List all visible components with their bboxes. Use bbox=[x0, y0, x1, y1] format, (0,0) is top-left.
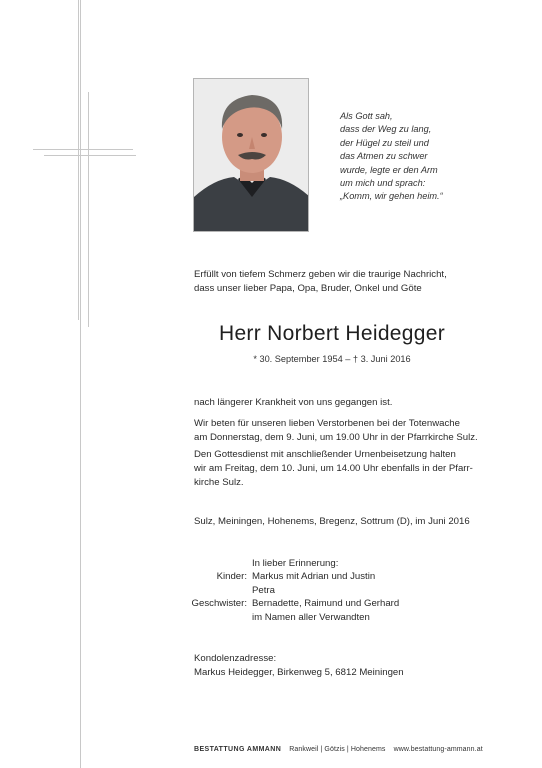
service-line: wir am Freitag, dem 10. Juni, um 14.00 Uhr ebenfalls in der Pfarr- bbox=[194, 462, 473, 474]
life-dates: * 30. September 1954 – † 3. Juni 2016 bbox=[253, 354, 411, 364]
poem-line: Als Gott sah, bbox=[340, 111, 393, 121]
company-name: BESTATTUNG AMMANN bbox=[194, 746, 282, 753]
company-locations: Rankweil | Götzis | Hohenems bbox=[289, 746, 386, 753]
portrait-photo bbox=[193, 78, 309, 232]
intro-line: dass unser lieber Papa, Opa, Bruder, Onkel und Göte bbox=[194, 282, 422, 294]
mourners-heading: In lieber Erinnerung: bbox=[252, 558, 339, 569]
mourners-list bbox=[180, 557, 399, 624]
poem-line: wurde, legte er den Arm bbox=[340, 164, 438, 175]
condolence-label: Kondolenzadresse: bbox=[194, 653, 277, 664]
wake-line: Wir beten für unseren lieben Verstorbenen bei der Totenwache bbox=[194, 418, 460, 429]
footer bbox=[194, 746, 483, 753]
passed-text bbox=[194, 396, 476, 410]
service-text bbox=[194, 448, 476, 489]
poem-line: dass der Weg zu lang, bbox=[340, 124, 432, 135]
place-date bbox=[194, 515, 476, 529]
deceased-name: Herr Norbert Heidegger bbox=[218, 322, 446, 345]
kinder-label: Kinder: bbox=[216, 571, 247, 583]
kinder-entry: Petra bbox=[252, 584, 275, 596]
wake-text bbox=[194, 417, 476, 445]
place-date-line: Sulz, Meiningen, Hohenems, Bregenz, Sottrum (D), im Juni 2016 bbox=[194, 516, 470, 527]
intro-line: Erfüllt von tiefem Schmerz geben wir die traurige Nachricht, bbox=[194, 269, 447, 280]
relatives-entry: im Namen aller Verwandten bbox=[252, 611, 370, 623]
wake-line: am Donnerstag, dem 9. Juni, um 19.00 Uhr in der Pfarrkirche Sulz. bbox=[194, 431, 478, 443]
passed-line: nach längerer Krankheit von uns gegangen ist. bbox=[194, 397, 393, 408]
geschwister-entry: Bernadette, Raimund und Gerhard bbox=[252, 598, 400, 610]
poem-line: das Atmen zu schwer bbox=[340, 151, 428, 162]
service-line: kirche Sulz. bbox=[194, 476, 244, 488]
company-website[interactable]: www.bestattung-ammann.at bbox=[393, 746, 483, 753]
geschwister-label: Geschwister: bbox=[191, 598, 247, 610]
condolence-address bbox=[194, 652, 476, 680]
poem bbox=[340, 110, 470, 204]
poem-line: der Hügel zu steil und bbox=[340, 137, 429, 148]
kinder-entry: Markus mit Adrian und Justin bbox=[252, 571, 376, 583]
poem-line: „Komm, wir gehen heim.“ bbox=[340, 191, 443, 202]
service-line: Den Gottesdienst mit anschließender Urnenbeisetzung halten bbox=[194, 449, 456, 460]
intro-text bbox=[194, 268, 494, 296]
condolence-value: Markus Heidegger, Birkenweg 5, 6812 Meiningen bbox=[194, 666, 404, 678]
poem-line: um mich und sprach: bbox=[340, 178, 426, 189]
